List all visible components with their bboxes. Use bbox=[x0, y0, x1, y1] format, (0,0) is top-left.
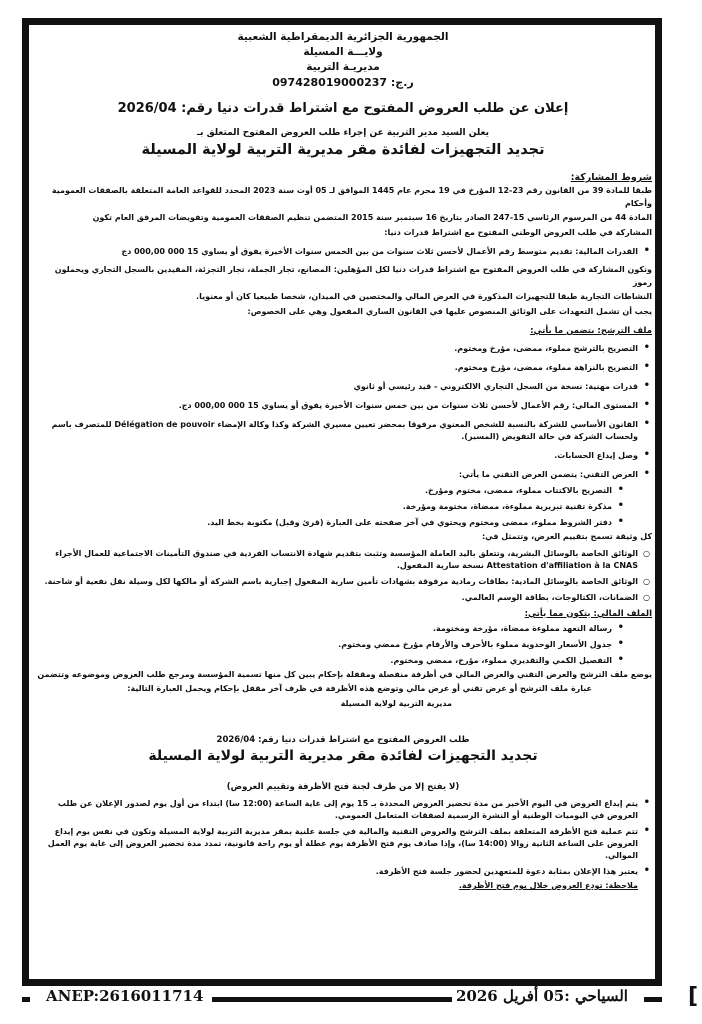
technical-item: • مذكرة تقنية تبريرية مملوءة، ممضاة، مختومة ومؤرخة. bbox=[34, 501, 612, 513]
recap-item: • يعتبر هذا الإعلان بمثابة دعوة للمتعهدين لحضور جلسة فتح الأظرفة. bbox=[34, 866, 638, 878]
footer-rule-right bbox=[644, 997, 662, 1002]
recap-project: تجديد التجهيزات لفائدة مقر مديرية التربية لولاية المسيلة bbox=[148, 748, 538, 764]
technical-heading: • العرض التقني: يتضمن العرض التقني ما يأتي: bbox=[34, 469, 638, 481]
header-reference: ر.ج: 097428019000237 bbox=[272, 76, 414, 89]
financial-heading: الملف المالي: يتكون مما يأتي: bbox=[524, 608, 652, 619]
technical-docs-heading: كل وثيقة تسمح بتقييم العرض، وتتمثل في: bbox=[481, 532, 652, 541]
conditions-legal-2: المادة 44 من المرسوم الرئاسي 15-247 الصادر بتاريخ 16 سبتمبر سنة 2015 المتضمن تنظيم الصفقات العمومية وتفويضات المرفق العام تكون bbox=[92, 213, 652, 222]
financial-item: • رسالة التعهد مملوءة ممضاة، مؤرخة ومختومة. bbox=[34, 623, 612, 635]
envelope-text-3: مديرية التربية لولاية المسيلة bbox=[340, 698, 452, 708]
recap-line: طلب العروض المفتوح مع اشتراط قدرات دنيا رقم: 2026/04 bbox=[216, 735, 470, 745]
header-republic: الجمهورية الجزائرية الديمقراطية الشعبية bbox=[237, 31, 449, 43]
financial-item: • التفصيل الكمي والتقديري مملوء، مؤرخ، ممضي ومختوم. bbox=[34, 655, 612, 667]
footer-rule-middle bbox=[212, 997, 452, 1002]
conditions-heading: شروط المشاركة: bbox=[570, 172, 652, 183]
candidature-heading: ملف الترشح: يتضمن ما يأتي: bbox=[530, 326, 652, 336]
announcement-project: تجديد التجهيزات لفائدة مقر مديرية التربية لولاية المسيلة bbox=[141, 142, 545, 158]
technical-doc: ○ الوثائق الخاصة بالوسائل البشرية، وتتعلق باليد العاملة المؤسسة وتثبت بتقديم شهادة الانتساب الفردية في صندوق التأمينات الاجتماعية للعمال الأجراء Attestation d'affiliation à la CNAS نسخة سارية المفعول. bbox=[34, 548, 638, 572]
candidature-item: • وصل إيداع الحسابات. bbox=[34, 450, 638, 462]
conditions-legal-3: المشاركة في طلب العروض الوطني المفتوح مع اشتراط قدرات دنيا: bbox=[384, 227, 652, 237]
recap-item: • يتم إيداع العروض في اليوم الأخير من مدة تحضير العروض المحددة بـ 15 يوم إلى غاية الساعة (12:00 سا) ابتداء من أول يوم لصدور الإعلان عن طلب العروض في اليوميات الوطنية أو النشرة الرسمية لصفقات المتعامل العمومي. bbox=[34, 798, 638, 822]
recap-remark: ملاحظة: تودع العروض خلال يوم فتح الأظرفة. bbox=[458, 881, 638, 890]
conditions-open-2: النشاطات التجارية طبقا للتجهيزات المذكورة في العرض المالي والمختصين في الميدان، شخصا طبيعيا كان أو معنويا. bbox=[196, 292, 652, 301]
announcement-body bbox=[34, 30, 652, 893]
announcement-title: إعلان عن طلب العروض المفتوح مع اشتراط قدرات دنيا رقم: 2026/04 bbox=[117, 101, 569, 116]
technical-doc: ○ الوثائق الخاصة بالوسائل المادية: بطاقات رمادية مرفوقة بشهادات تأمين سارية المفعول إجبارية باسم الشركة أو مالكها لكل وسيلة نقل نفعية أو شاحنة. bbox=[34, 576, 638, 588]
candidature-item: • قدرات مهنية: نسخة من السجل التجاري الالكتروني - قيد رئيسي أو ثانوي bbox=[34, 381, 638, 393]
conditions-financial: • القدرات المالية: تقديم متوسط رقم الأعمال لأحسن ثلاث سنوات من بين الخمس سنوات الأخيرة يفوق أو يساوي 15 000 000,00 دج bbox=[34, 246, 638, 258]
recap-note: (لا يفتح إلا من طرف لجنة فتح الأظرفة وتقييم العروض) bbox=[226, 782, 460, 792]
technical-doc: ○ الضمانات، الكتالوجات، بطاقة الوسم العالمي. bbox=[34, 592, 638, 604]
technical-item: • دفتر الشروط مملوء، ممضى ومختوم ويحتوي في آخر صفحته على العبارة (قرئ وقبل) مكتوبة بخط اليد. bbox=[34, 517, 612, 529]
conditions-requirement: يجب أن تشمل التعهدات على الوثائق المنصوص عليها في القانون الساري المفعول وهي على الخصوص: bbox=[247, 306, 652, 316]
candidature-item: • المستوى المالي: رقم الأعمال لأحسن ثلاث سنوات من بين خمس سنوات الأخيرة يفوق أو يساوي 15 000 000,00 دج. bbox=[34, 400, 638, 412]
footer-bar bbox=[22, 985, 682, 1015]
conditions-legal-1: طبقا للمادة 39 من القانون رقم 23-12 المؤرخ في 19 محرم عام 1445 الموافق لـ 05 أوت سنة 2023 المحدد للقواعد العامة المتعلقة بالصفقات العمومية وأحكام bbox=[51, 186, 652, 208]
anep-number: ANEP:2616011714 bbox=[42, 987, 207, 1005]
newspaper-date: السياحي :05 أفريل 2026 bbox=[452, 987, 632, 1005]
envelope-text-1: يوضع ملف الترشح والعرض التقني والعرض المالي في أظرفة منفصلة ومقفلة بإحكام يبين كل منها تسمية المؤسسة ومرجع طلب العروض وموضوعه وتتضمن bbox=[37, 669, 652, 679]
announcement-intro: يعلن السيد مدير التربية عن إجراء طلب العروض المفتوح المتعلق بـ bbox=[197, 128, 489, 138]
conditions-open-1: وتكون المشاركة في طلب العروض المفتوح مع اشتراط قدرات دنيا لكل المؤهلين: المصانع، تجار الجملة، تجار التجزئة، المقيدين بالسجل التجاري ويحملون رموز bbox=[54, 265, 652, 287]
candidature-item: • التصريح بالترشح مملوء، ممضى، مؤرخ ومختوم. bbox=[34, 343, 638, 355]
header-directorate: مديريـة التربية bbox=[306, 61, 380, 73]
technical-item: • التصريح بالاكتتاب مملوء، ممضى، مختوم ومؤرخ. bbox=[34, 485, 612, 497]
header-wilaya: ولايـــة المسيلة bbox=[303, 46, 383, 58]
financial-item: • جدول الأسعار الوحدوية مملوء بالأحرف والأرقام مؤرخ ممضي ومختوم. bbox=[34, 639, 612, 651]
recap-item: • تتم عملية فتح الأظرفة المتعلقة بملف الترشح والعروض التقنية والمالية في جلسة علنية بمقر مديرية التربية لولاية المسيلة وتكون في نفس يوم إيداع العروض على الساعة الثانية زوالا (14:00 سا)، وإذا صادف يوم فتح الأظرفة يوم عطلة أو يوم راحة قانونية، تمدد مدة تحضير العروض إلى غاية يوم العمل الموالي. bbox=[34, 826, 638, 862]
candidature-item: • القانون الأساسي للشركة بالنسبة للشخص المعنوي مرفوقا بمحضر تعيين مسيري الشركة وكذا وكالة الإمضاء Délégation de pouvoir للمتصرف باسم ولحساب الشركة في حالة التفويض (المسير). bbox=[34, 419, 638, 443]
corner-bracket: [ bbox=[688, 984, 699, 1009]
footer-rule-left bbox=[22, 997, 30, 1002]
envelope-text-2: عبارة ملف الترشح أو عرض تقني أو عرض مالي وتوضع هذه الأظرفة في ظرف آخر مقفل بإحكام ويحمل العبارة التالية: bbox=[127, 684, 592, 693]
candidature-item: • التصريح بالنزاهة مملوء، ممضى، مؤرخ ومختوم. bbox=[34, 362, 638, 374]
